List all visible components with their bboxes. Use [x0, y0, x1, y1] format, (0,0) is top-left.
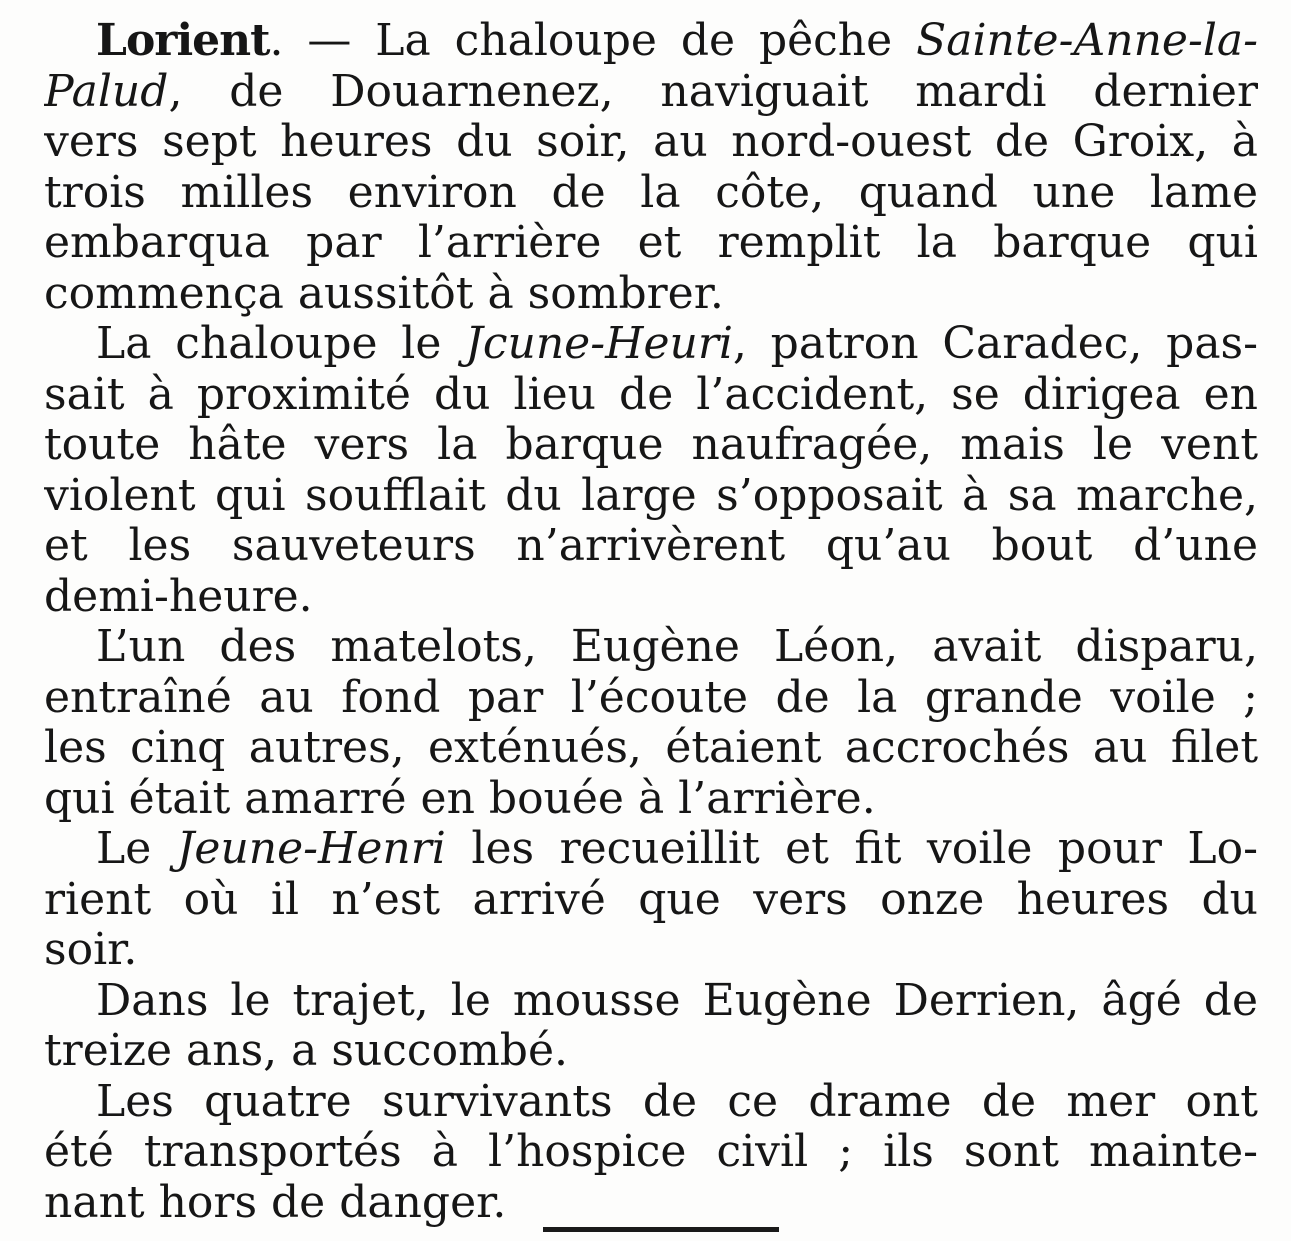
article-paragraph [44, 622, 1258, 824]
text-line [44, 117, 1258, 168]
text-segment: les recueillit et fit voile pour Lo- [445, 824, 1258, 874]
text-line [44, 218, 1258, 269]
text-line [44, 370, 1258, 421]
text-line [44, 521, 1258, 572]
text-line [44, 673, 1258, 724]
text-line [44, 875, 1258, 926]
text-line [44, 16, 1258, 67]
text-line [44, 976, 1258, 1027]
text-line [44, 572, 1258, 623]
text-line [44, 269, 1258, 320]
text-line [44, 925, 1258, 976]
text-segment: et les sauveteurs n’arrivèrent qu’au bout d’une [44, 521, 1258, 571]
text-segment: embarqua par l’arrière et remplit la barque qui [44, 218, 1258, 268]
text-segment: vers sept heures du soir, au nord-ouest de Groix, à [44, 117, 1258, 167]
article-paragraph [44, 824, 1258, 976]
article-paragraph [44, 1077, 1258, 1229]
article-paragraph [44, 16, 1258, 319]
text-segment: les cinq autres, exténués, étaient accrochés au filet [44, 723, 1258, 773]
text-segment: trois milles environ de la côte, quand une lame [44, 167, 1258, 218]
text-line [44, 67, 1258, 118]
text-line [44, 1178, 1258, 1229]
text-segment: soir. [44, 925, 138, 975]
text-line [44, 1077, 1258, 1128]
boat-name: Jeune-Henri [176, 824, 446, 874]
text-segment: été transportés à l’hospice civil ; ils sont mainte- [44, 1127, 1258, 1177]
text-segment: La chaloupe le [96, 319, 466, 369]
boat-name: Sainte-Anne-la- [916, 16, 1258, 66]
section-divider-rule [543, 1227, 779, 1232]
text-segment: violent qui soufflait du large s’opposait à sa marche, [44, 470, 1258, 521]
text-segment: sait à proximité du lieu de l’accident, se dirigea en [44, 369, 1258, 420]
text-line [44, 420, 1258, 471]
text-segment: . — La chaloupe de pêche [269, 16, 917, 66]
text-line [44, 168, 1258, 219]
text-segment: , patron Caradec, pas- [732, 319, 1258, 369]
article-paragraph [44, 976, 1258, 1077]
text-line [44, 1127, 1258, 1178]
text-segment: qui était amarré en bouée à l’arrière. [44, 773, 876, 824]
article-column [44, 16, 1258, 1228]
text-segment: rient où il n’est arrivé que vers onze heures du [44, 874, 1258, 925]
dateline-place: Lorient [96, 16, 270, 66]
text-line [44, 622, 1258, 673]
text-segment: demi-heure. [44, 571, 313, 622]
article-paragraph [44, 319, 1258, 622]
text-segment: Les quatre survivants de ce drame de mer ont [96, 1076, 1258, 1127]
text-line [44, 824, 1258, 875]
boat-name: Palud [44, 66, 169, 117]
text-segment: nant hors de danger. [44, 1177, 507, 1228]
text-segment: L’un des matelots, Eugène Léon, avait disparu, [96, 622, 1258, 672]
boat-name: Jcune-Heuri [465, 319, 733, 369]
text-line [44, 471, 1258, 522]
text-segment: , de Douarnenez, naviguait mardi dernier [168, 66, 1258, 117]
text-line [44, 319, 1258, 370]
text-segment: commença aussitôt à sombrer. [44, 268, 724, 319]
text-line [44, 1026, 1258, 1077]
text-segment: toute hâte vers la barque naufragée, mais le vent [44, 420, 1258, 470]
text-segment: treize ans, a succombé. [44, 1026, 568, 1076]
text-line [44, 723, 1258, 774]
text-segment: entraîné au fond par l’écoute de la grande voile ; [44, 672, 1258, 723]
text-segment: Le [96, 824, 177, 874]
text-segment: Dans le trajet, le mousse Eugène Derrien, âgé de [96, 975, 1258, 1026]
text-line [44, 774, 1258, 825]
